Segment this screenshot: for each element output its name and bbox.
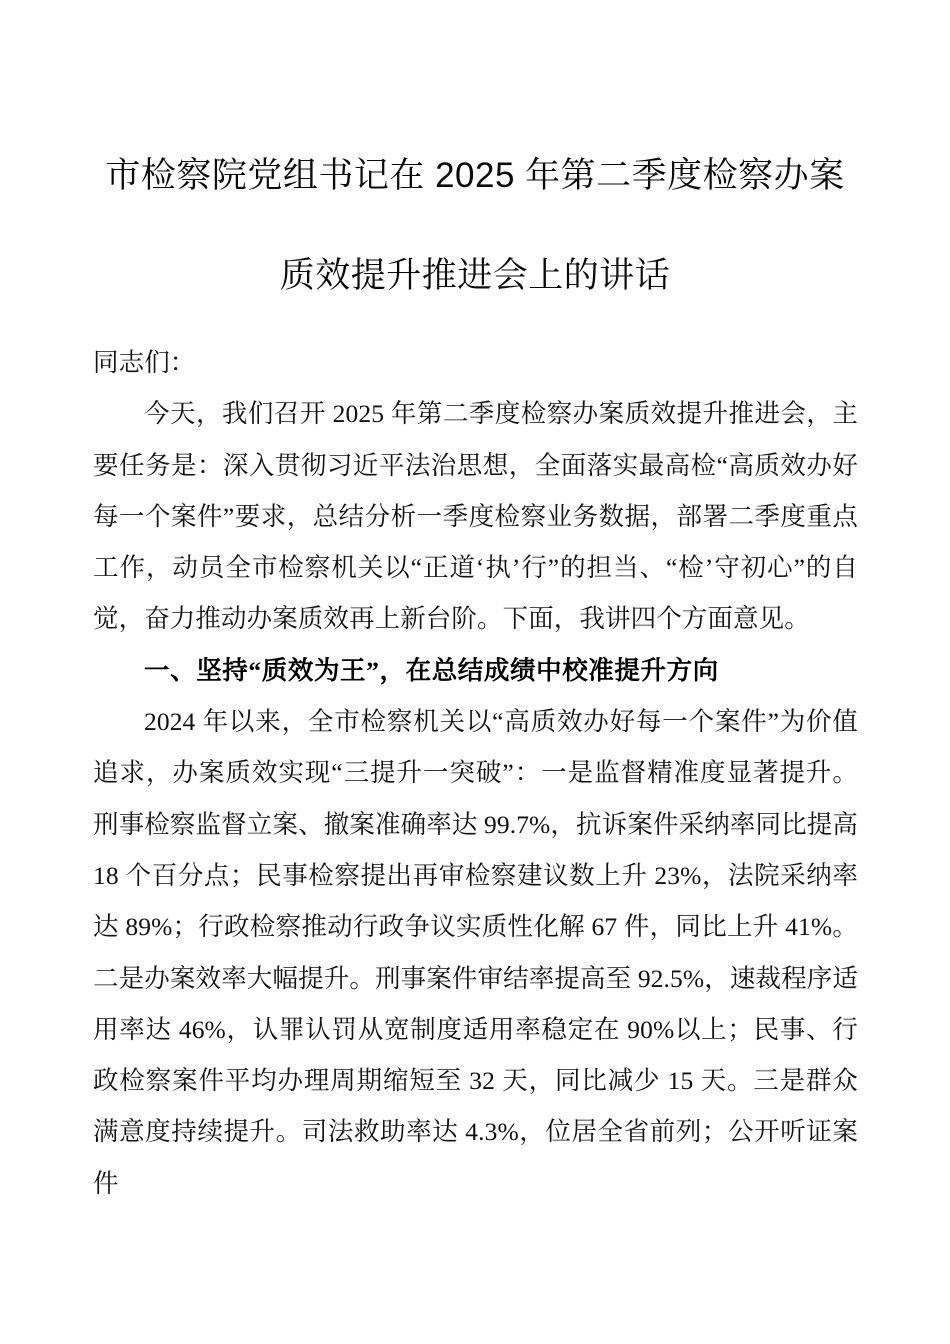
document-title-line-1: 市检察院党组书记在 2025 年第二季度检察办案: [105, 156, 845, 195]
section-1-paragraph: 2024 年以来，全市检察机关以“高质效办好每一个案件”为价值追求，办案质效实现“三提升一突破”：一是监督精准度显著提升。刑事检察监督立案、撤案准确率达 99.7%，抗诉案件采纳率同比提高 18 个百分点；民事检察提出再审检察建议数上升 23%，法院采纳率达 89%；行政检察推动行政争议实质性化解 67 件，同比上升 41%。二是办案效率大幅提升。刑事案件审结率提高至 92.5%，速裁程序适用率达 46%，认罪认罚从宽制度适用率稳定在 90%以上；民事、行政检察案件平均办理周期缩短至 32 天，同比减少 15 天。三是群众满意度持续提升。司法救助率达 4.3%，位居全省前列；公开听证案件: [93, 707, 858, 1198]
document-title-line-2: 质效提升推进会上的讲话: [279, 256, 671, 295]
intro-paragraph: 今天，我们召开 2025 年第二季度检察办案质效提升推进会，主要任务是：深入贯彻习近平法治思想，全面落实最高检“高质效办好每一个案件”要求，总结分析一季度检察业务数据，部署二季度重点工作，动员全市检察机关以“正道‘执’行”的担当、“检’守初心”的自觉，奋力推动办案质效再上新台阶。下面，我讲四个方面意见。: [93, 399, 858, 634]
document-body: [93, 337, 858, 1209]
salutation: 同志们：: [93, 348, 196, 377]
section-heading-1: 一、坚持“质效为王”，在总结成绩中校准提升方向: [144, 655, 719, 685]
document-title: [93, 126, 857, 326]
